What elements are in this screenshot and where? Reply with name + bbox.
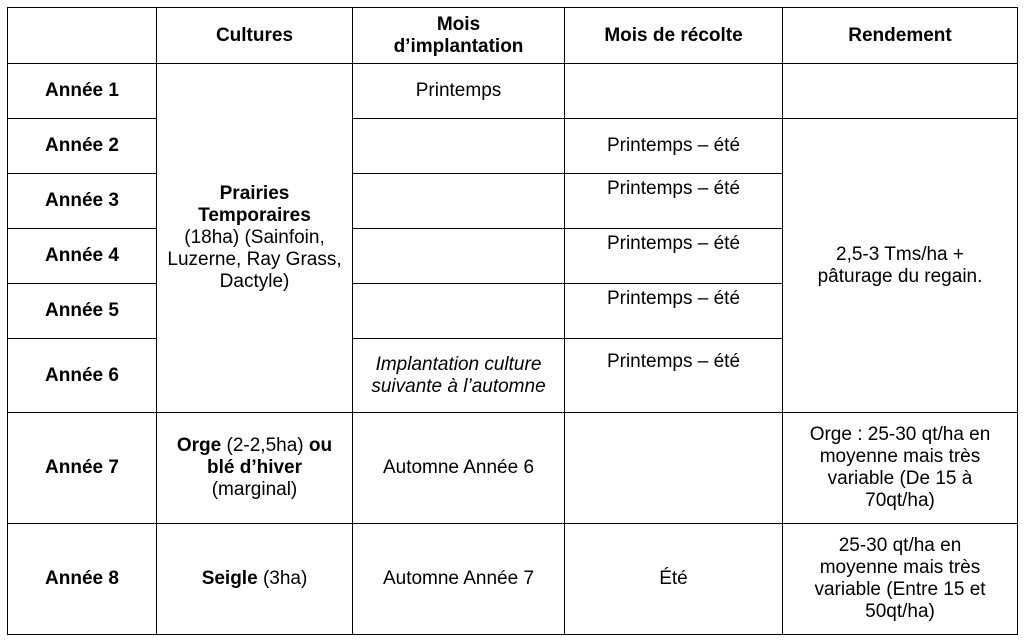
cell-orge [157, 413, 353, 524]
rendement-prairies: 2,5-3 Tms/ha + pâturage du regain. [783, 119, 1018, 413]
recolte-annee-8: Été [565, 524, 783, 635]
ble-hiver-name: ou blé d’hiver [206, 435, 333, 478]
table-row [8, 64, 1018, 119]
recolte-annee-5: Printemps – été [565, 284, 783, 339]
implantation-annee-3 [353, 174, 565, 229]
row-label-annee-2: Année 2 [8, 119, 157, 174]
rendement-annee-1 [783, 64, 1018, 119]
header-mois-recolte: Mois de récolte [565, 8, 783, 64]
header-mois-implantation-line2: d’implantation [393, 35, 524, 57]
header-empty-cell [8, 8, 157, 64]
recolte-annee-7 [565, 413, 783, 524]
recolte-annee-6: Printemps – été [565, 339, 783, 413]
row-label-annee-1: Année 1 [8, 64, 157, 119]
row-label-annee-8: Année 8 [8, 524, 157, 635]
cell-prairies-temporaires [157, 64, 353, 413]
prairies-detail: (18ha) (Sainfoin, Luzerne, Ray Grass, Dactyle) [167, 227, 342, 292]
implantation-annee-1: Printemps [353, 64, 565, 119]
recolte-annee-4: Printemps – été [565, 229, 783, 284]
header-cultures: Cultures [157, 8, 353, 64]
crop-rotation-table [7, 7, 1018, 635]
row-label-annee-3: Année 3 [8, 174, 157, 229]
implantation-annee-7: Automne Année 6 [353, 413, 565, 524]
prairies-title-line1: Prairies [219, 183, 290, 204]
row-label-annee-6: Année 6 [8, 339, 157, 413]
recolte-annee-2: Printemps – été [565, 119, 783, 174]
implantation-annee-4 [353, 229, 565, 284]
table-row [8, 413, 1018, 524]
seigle-name: Seigle [201, 568, 258, 589]
implantation-annee-8: Automne Année 7 [353, 524, 565, 635]
row-label-annee-5: Année 5 [8, 284, 157, 339]
recolte-annee-3: Printemps – été [565, 174, 783, 229]
rendement-annee-8: 25-30 qt/ha en moyenne mais très variable (Entre 15 et 50qt/ha) [783, 524, 1018, 635]
header-mois-implantation-line1: Mois [436, 13, 481, 35]
implantation-annee-2 [353, 119, 565, 174]
cell-seigle [157, 524, 353, 635]
header-rendement: Rendement [783, 8, 1018, 64]
header-row [8, 8, 1018, 64]
ble-hiver-note: (marginal) [211, 479, 298, 500]
orge-name: Orge [176, 435, 222, 456]
implantation-annee-5 [353, 284, 565, 339]
seigle-surface: (3ha) [257, 568, 308, 589]
row-label-annee-7: Année 7 [8, 413, 157, 524]
implantation-annee-6: Implantation culture suivante à l’automne [353, 339, 565, 413]
orge-surface: (2-2,5ha) [221, 435, 309, 456]
prairies-title-line2: Temporaires [198, 205, 311, 226]
header-mois-implantation [353, 8, 565, 64]
table-row [8, 524, 1018, 635]
rendement-annee-7: Orge : 25-30 qt/ha en moyenne mais très variable (De 15 à 70qt/ha) [783, 413, 1018, 524]
recolte-annee-1 [565, 64, 783, 119]
row-label-annee-4: Année 4 [8, 229, 157, 284]
